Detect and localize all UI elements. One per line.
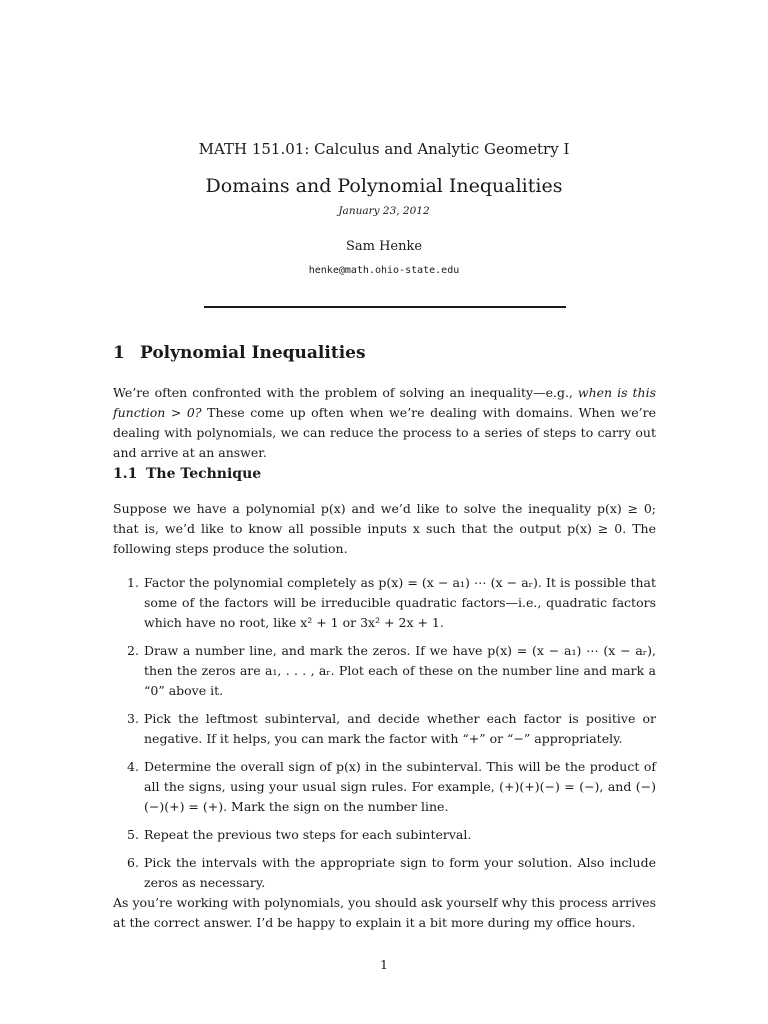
step-text: Repeat the previous two steps for each subinterval.: [144, 827, 472, 842]
step-text: Determine the overall sign of p(x) in the subinterval. This will be the product of all the signs, using your usual sign rules. For example, (+)(+)(−) = (−), and (−)(−)(+) = (+). Mark the sign on the number line.: [144, 759, 656, 814]
page-number: 1: [380, 957, 388, 972]
subsection-number: 1.1: [113, 466, 138, 482]
step-text: Factor the polynomial completely as p(x) = (x − a₁) ⋯ (x − aᵣ). It is possible that some of the factors will be irreducible quadratic factors—i.e., quadratic factors which have no root, like x² + 1 or 3x² + 2x + 1.: [144, 575, 656, 630]
section-intro-paragraph: [113, 383, 656, 463]
section-heading: [113, 343, 366, 363]
step-number: 4.: [127, 759, 139, 774]
subsection-title: The Technique: [146, 466, 262, 482]
step-number: 2.: [127, 643, 139, 658]
subsection-heading: [113, 466, 261, 482]
intro-emphasis: when is this function > 0?: [113, 385, 656, 420]
step-text: Pick the intervals with the appropriate sign to form your solution. Also include zeros as necessary.: [144, 855, 656, 890]
subsection-paragraph: Suppose we have a polynomial p(x) and we’d like to solve the inequality p(x) ≥ 0; that is, we’d like to know all possible inputs x such that the output p(x) ≥ 0. The following steps produce the solution.: [113, 501, 656, 556]
intro-text-after: These come up often when we’re dealing with domains. When we’re dealing with polynomials, we can reduce the process to a series of steps to carry out and arrive at an answer.: [113, 405, 656, 460]
section-number: 1: [113, 343, 125, 363]
document-date: January 23, 2012: [338, 205, 430, 217]
closing-paragraph: As you’re working with polynomials, you should ask yourself why this process arrives at the correct answer. I’d be happy to explain it a bit more during my office hours.: [113, 895, 656, 930]
list-item: [113, 641, 656, 701]
step-number: 1.: [127, 575, 139, 590]
steps-list: [113, 573, 656, 901]
list-item: [113, 573, 656, 633]
section-title: Polynomial Inequalities: [140, 343, 366, 363]
document-title: Domains and Polynomial Inequalities: [205, 175, 563, 197]
list-item: [113, 853, 656, 893]
step-text: Pick the leftmost subinterval, and decide whether each factor is positive or negative. If it helps, you can mark the factor with “+” or “−” appropriately.: [144, 711, 656, 746]
intro-text-before: We’re often confronted with the problem of solving an inequality—e.g.,: [113, 385, 573, 400]
step-number: 6.: [127, 855, 139, 870]
course-title: MATH 151.01: Calculus and Analytic Geometry I: [198, 140, 570, 158]
title-divider: [204, 306, 566, 308]
list-item: [113, 757, 656, 817]
step-text: Draw a number line, and mark the zeros. If we have p(x) = (x − a₁) ⋯ (x − aᵣ), then the zeros are a₁, . . . , aᵣ. Plot each of these on the number line and mark a “0” above it.: [144, 643, 656, 698]
author-email: henke@math.ohio-state.edu: [308, 265, 460, 276]
list-item: [113, 709, 656, 749]
list-item: [113, 825, 656, 845]
author-name: Sam Henke: [345, 239, 423, 254]
step-number: 3.: [127, 711, 139, 726]
step-number: 5.: [127, 827, 139, 842]
